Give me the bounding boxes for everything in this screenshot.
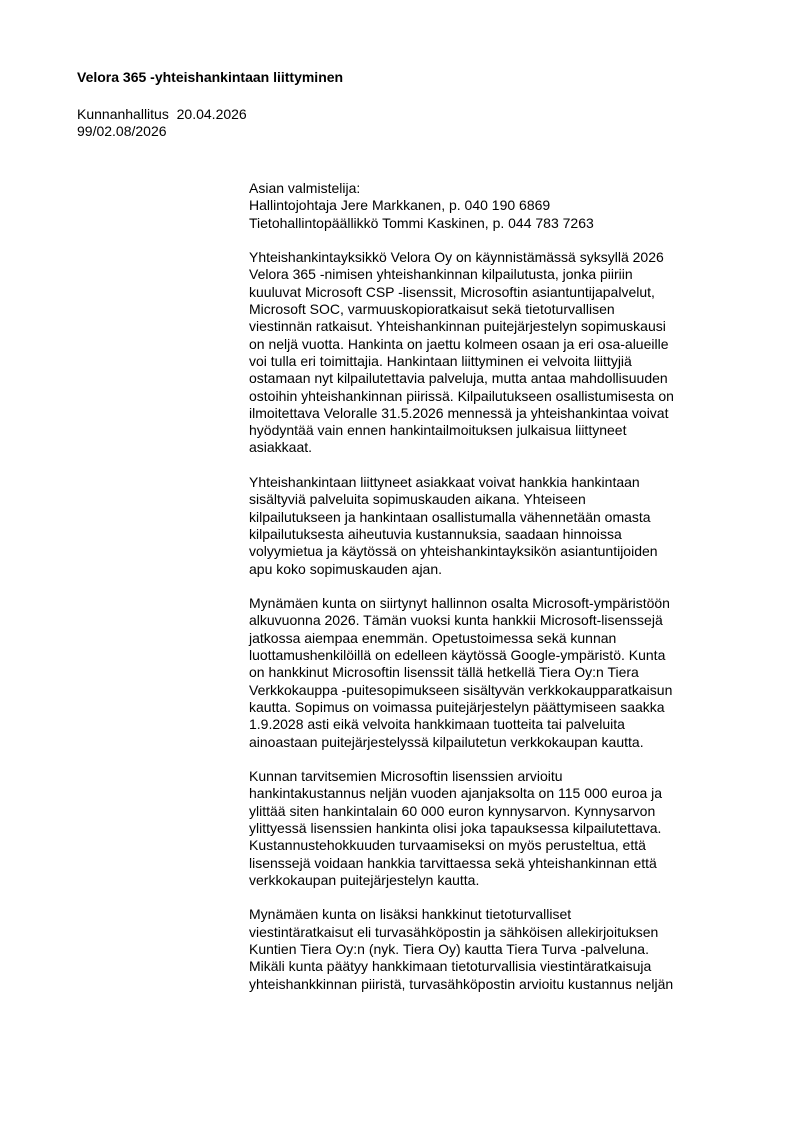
paragraph-line: ainoastaan puitejärjestelyssä kilpailutetun verkkokaupan kautta. xyxy=(249,733,644,750)
paragraph-line: viestinnän ratkaisut. Yhteishankinnan puitejärjestelyn sopimuskausi xyxy=(249,318,666,335)
paragraph-line: Mynämäen kunta on siirtynyt hallinnon osalta Microsoft-ympäristöön xyxy=(249,595,670,612)
document-body xyxy=(249,180,741,993)
paragraph-line: lisenssejä voidaan hankkia tarvittaessa sekä yhteishankinnan että xyxy=(249,854,657,871)
meeting-row xyxy=(77,106,247,123)
paragraph-line: jatkossa aiempaa enemmän. Opetustoimessa sekä kunnan xyxy=(249,629,617,646)
body-paragraph xyxy=(249,474,741,578)
paragraph-line: Yhteishankintaan liittyneet asiakkaat voivat hankkia hankintaan xyxy=(249,474,640,491)
paragraph-line: Kustannustehokkuuden turvaamiseksi on myös perusteltua, että xyxy=(249,837,646,854)
paragraph-line: Microsoft SOC, varmuuskopioratkaisut sekä tietoturvallisen xyxy=(249,301,615,318)
meeting-body-name: Kunnanhallitus xyxy=(77,106,169,122)
body-paragraph xyxy=(249,595,741,751)
paragraph-line: kilpailutukseen ja hankintaan osallistumalla vähennetään omasta xyxy=(249,508,651,525)
paragraph-line: hankintakustannus neljän vuoden ajanjaksolta on 115 000 euroa ja xyxy=(249,785,663,802)
paragraph-line: hyödyntää vain ennen hankintailmoituksen julkaisua liittyneet xyxy=(249,422,627,439)
paragraph-line: on neljä vuotta. Hankinta on jaettu kolmeen osaan ja eri osa-alueille xyxy=(249,335,669,352)
preparer-line: Hallintojohtaja Jere Markkanen, p. 040 190 6869 xyxy=(249,197,551,214)
paragraph-line: ylittyessä lisenssien hankinta olisi joka tapauksessa kilpailutettava. xyxy=(249,819,662,836)
paragraph-line: sisältyviä palveluita sopimuskauden aikana. Yhteiseen xyxy=(249,491,586,508)
paragraph-line: voi tulla eri toimittajia. Hankintaan liittyminen ei velvoita liittyjiä xyxy=(249,352,632,369)
body-paragraph xyxy=(249,249,741,457)
meeting-date: 20.04.2026 xyxy=(176,106,247,122)
paragraph-line: kilpailutuksesta aiheutuvia kustannuksia, saadaan hinnoissa xyxy=(249,525,622,542)
body-paragraph xyxy=(249,768,741,889)
paragraph-line: ostoihin yhteishankinnan piirissä. Kilpailutukseen osallistumisesta on xyxy=(249,387,674,404)
paragraph-line: Kuntien Tiera Oy:n (nyk. Tiera Oy) kautta Tiera Turva -palveluna. xyxy=(249,941,649,958)
paragraph-line: Mynämäen kunta on lisäksi hankkinut tietoturvalliset xyxy=(249,906,572,923)
meeting-info xyxy=(77,106,247,140)
preparer-line: Tietohallintopäällikkö Tommi Kaskinen, p. 044 783 7263 xyxy=(249,214,594,231)
document-title: Velora 365 -yhteishankintaan liittyminen xyxy=(77,69,344,85)
paragraph-line: verkkokaupan puitejärjestelyn kautta. xyxy=(249,871,480,888)
paragraph-line: Velora 365 -nimisen yhteishankinnan kilpailutusta, jonka piiriin xyxy=(249,266,633,283)
paragraph-line: alkuvuonna 2026. Tämän vuoksi kunta hankkii Microsoft-lisenssejä xyxy=(249,612,663,629)
meeting-reference: 99/02.08/2026 xyxy=(77,123,167,139)
paragraph-line: on hankkinut Microsoftin lisenssit tällä hetkellä Tiera Oy:n Tiera xyxy=(249,664,639,681)
paragraph-line: ylittää siten hankintalain 60 000 euron kynnysarvon. Kynnysarvon xyxy=(249,802,656,819)
paragraph-line: Kunnan tarvitsemien Microsoftin lisenssien arvioitu xyxy=(249,768,563,785)
body-paragraph xyxy=(249,906,741,992)
paragraph-line: kautta. Sopimus on voimassa puitejärjestelyn päättymiseen saakka xyxy=(249,698,665,715)
paragraph-line: ostamaan nyt kilpailutettavia palveluja, mutta antaa mahdollisuuden xyxy=(249,370,668,387)
paragraph-line: viestintäratkaisut eli turvasähköpostin ja sähköisen allekirjoituksen xyxy=(249,923,659,940)
paragraph-line: Verkkokauppa -puitesopimukseen sisältyvän verkkokaupparatkaisun xyxy=(249,681,673,698)
paragraph-line: volyymietua ja käytössä on yhteishankintayksikön asiantuntijoiden xyxy=(249,543,658,560)
paragraph-line: kuuluvat Microsoft CSP -lisenssit, Microsoftin asiantuntijapalvelut, xyxy=(249,283,655,300)
paragraph-line: luottamushenkilöillä on edelleen käytössä Google-ympäristö. Kunta xyxy=(249,647,666,664)
preparers-label: Asian valmistelija: xyxy=(249,180,361,196)
paragraph-line: Mikäli kunta päätyy hankkimaan tietoturvallisia viestintäratkaisuja xyxy=(249,958,652,975)
preparers-block xyxy=(249,180,741,232)
paragraph-line: Yhteishankintayksikkö Velora Oy on käynnistämässä syksyllä 2026 xyxy=(249,249,664,266)
paragraph-line: 1.9.2028 asti eikä velvoita hankkimaan tuotteita tai palveluita xyxy=(249,716,625,733)
paragraph-line: ilmoitettava Veloralle 31.5.2026 mennessä ja yhteishankintaa voivat xyxy=(249,404,669,421)
paragraph-line: apu koko sopimuskauden ajan. xyxy=(249,560,443,577)
paragraph-line: yhteishankkinnan piiristä, turvasähköpostin arvioitu kustannus neljän xyxy=(249,975,674,992)
paragraph-line: asiakkaat. xyxy=(249,439,313,456)
